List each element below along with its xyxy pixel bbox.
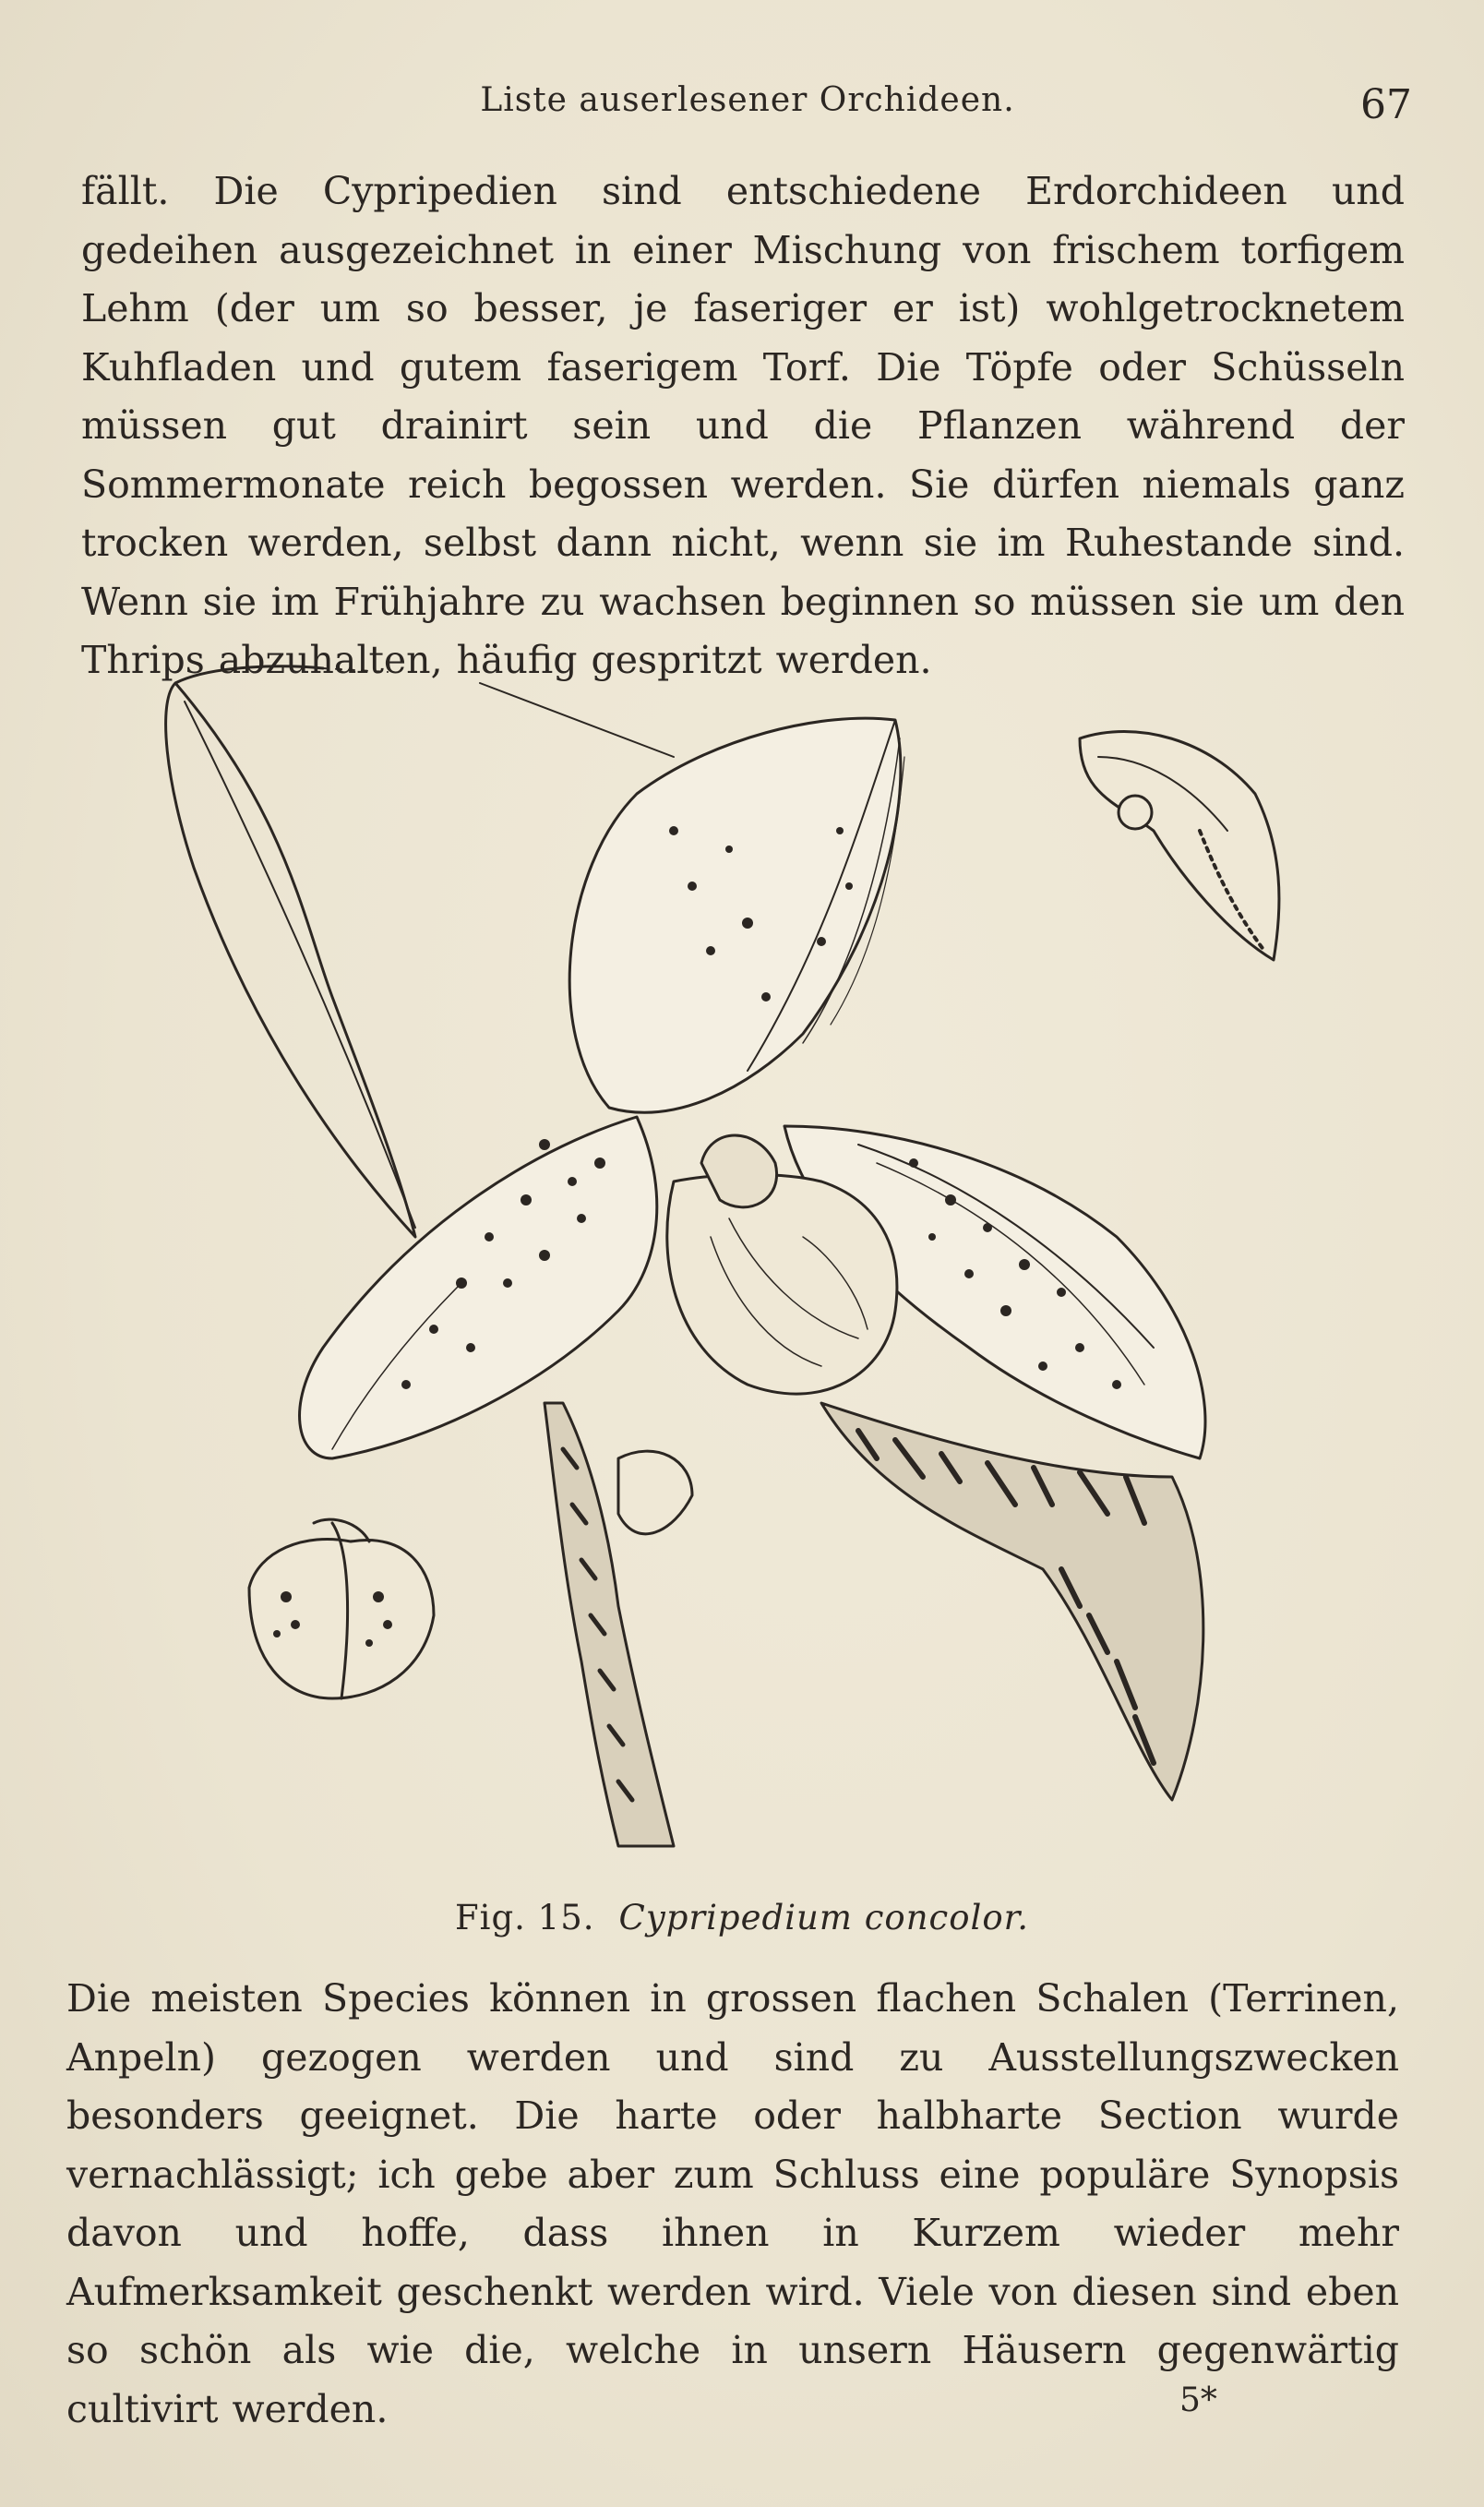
orchid-illustration	[157, 646, 1329, 1901]
figure-caption	[0, 1898, 1484, 1937]
column-detail	[1080, 732, 1279, 961]
page-header	[83, 81, 1412, 137]
dorsal-sepal	[569, 718, 901, 1112]
page-number: 67	[1360, 81, 1412, 128]
paragraph-top: fällt. Die Cypripedien sind entschiedene Erdorchideen und gedeihen ausgezeichnet in einer Mischung von frischem torfigem Lehm (der um so besser, je faseriger er ist) wohlgetrocknetem Kuhfladen und gutem faserigem Torf. Die Töpfe oder Schüsseln müssen gut drainirt sein und die Pflanzen während der Sommermonate reich begossen werden. Sie dürfen niemals ganz trocken werden, selbst dann nicht, wenn sie im Ruhestande sind. Wenn sie im Frühjahre zu wachsen beginnen so müssen sie um den Thrips abzuhalten, häufig gespritzt werden.	[81, 169, 1405, 682]
running-title: Liste auserlesener Orchideen.	[480, 81, 1015, 119]
figure-title: Cypripedium concolor.	[618, 1898, 1030, 1937]
figure-label: Fig. 15.	[454, 1898, 595, 1937]
left-petal	[300, 1117, 657, 1458]
leaf	[166, 666, 415, 1237]
staminode-detail	[249, 1519, 434, 1698]
signature-mark: 5*	[1179, 2381, 1217, 2419]
paragraph-bottom: Die meisten Species können in grossen flachen Schalen (Terrinen, Anpeln) gezogen werden und sind zu Ausstellungszwecken besonders geeignet. Die harte oder halbharte Section wurde vernachlässigt; ich gebe aber zum Schluss eine populäre Synopsis davon und hoffe, dass ihnen in Kurzem wieder mehr Aufmerksamkeit geschenkt werden wird. Viele von diesen sind eben so schön als wie die, welche in unsern Häusern gegenwärtig cultivirt werden.	[66, 1976, 1399, 2431]
lip-pouch	[667, 1175, 897, 1395]
leaf-midrib	[185, 702, 415, 1228]
bract	[618, 1451, 692, 1534]
